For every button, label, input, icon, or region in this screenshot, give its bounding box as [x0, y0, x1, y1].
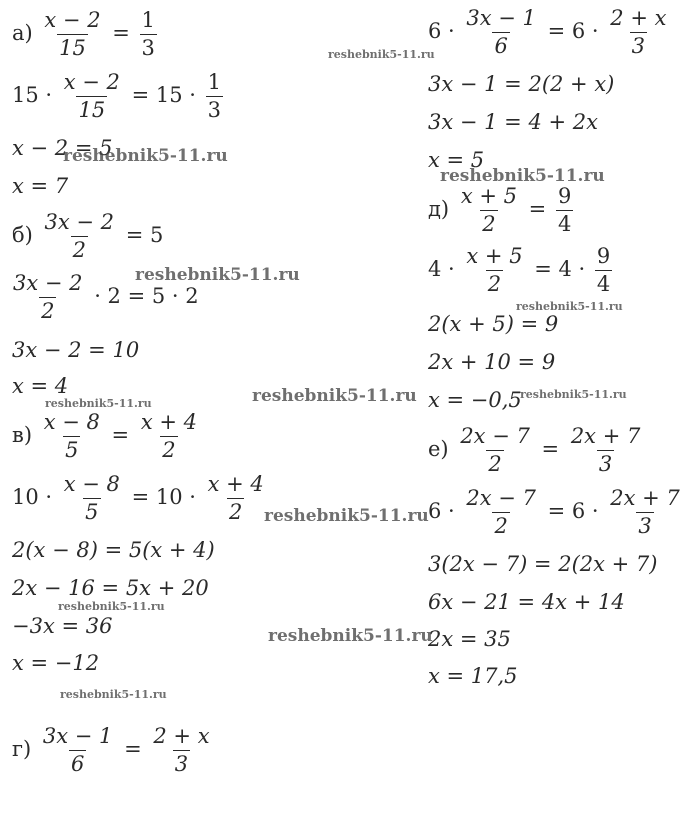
fraction: $\frac{2x + 7}{3}$ — [610, 486, 680, 538]
problem-d-answer: x = −0,5 — [428, 388, 522, 412]
problem-v-step-3: 2x − 16 = 5x + 20 — [12, 576, 209, 600]
problem-v-equation: в) $\frac{x - 8}{5}$ = $\frac{x + 4}{2}$ — [12, 410, 197, 462]
label-g: г) — [12, 737, 32, 761]
problem-g-step-2: 3x − 1 = 2(2 + x) — [428, 72, 615, 96]
label-e: е) — [428, 437, 449, 461]
label-d: д) — [428, 197, 450, 221]
fraction: $\frac{9}{4}$ — [596, 244, 611, 296]
watermark: reshebnik5-11.ru — [328, 48, 435, 61]
label-a: а) — [12, 21, 33, 45]
watermark: reshebnik5-11.ru — [264, 506, 429, 526]
problem-e-equation: е) $\frac{2x - 7}{2}$ = $\frac{2x + 7}{3}$ — [428, 424, 641, 476]
fraction: $\frac{x - 8}{5}$ — [43, 410, 100, 462]
fraction: $\frac{2 + x}{3}$ — [153, 724, 210, 776]
watermark: reshebnik5-11.ru — [252, 386, 417, 406]
watermark: reshebnik5-11.ru — [520, 388, 627, 401]
fraction: $\frac{2x - 7}{2}$ — [466, 486, 536, 538]
label-v: в) — [12, 423, 33, 447]
watermark: reshebnik5-11.ru — [45, 397, 152, 410]
problem-g-step-1: 6 · $\frac{3x - 1}{6}$ = 6 · $\frac{2 + x}{3}$ — [428, 6, 667, 58]
fraction: $\frac{x + 4}{2}$ — [140, 410, 197, 462]
problem-d-step-1: 4 · $\frac{x + 5}{2}$ = 4 · $\frac{9}{4}$ — [428, 244, 611, 296]
problem-b-equation: б) $\frac{3x - 2}{2}$ = 5 — [12, 210, 164, 262]
fraction: $\frac{x + 5}{2}$ — [466, 244, 523, 296]
problem-v-answer: x = −12 — [12, 651, 100, 675]
fraction: $\frac{x + 4}{2}$ — [207, 472, 264, 524]
problem-e-step-2: 3(2x − 7) = 2(2x + 7) — [428, 552, 658, 576]
fraction: $\frac{2x + 7}{3}$ — [570, 424, 641, 476]
problem-v-step-1: 10 · $\frac{x - 8}{5}$ = 10 · $\frac{x + 4}{2}$ — [12, 472, 264, 524]
problem-v-step-2: 2(x − 8) = 5(x + 4) — [12, 538, 215, 562]
label-b: б) — [12, 223, 33, 247]
problem-a-step-2: x − 2 = 5 — [12, 136, 113, 160]
fraction: $\frac{x - 8}{5}$ — [63, 472, 120, 524]
watermark: reshebnik5-11.ru — [58, 600, 165, 613]
problem-a-equation: а) $\frac{x - 2}{15}$ = $\frac{1}{3}$ — [12, 8, 155, 60]
fraction: $\frac{x - 2}{15}$ — [63, 70, 120, 122]
fraction: $\frac{3x - 1}{6}$ — [42, 724, 113, 776]
fraction: $\frac{3x - 1}{6}$ — [466, 6, 536, 58]
problem-a-step-1: 15 · $\frac{x - 2}{15}$ = 15 · $\frac{1}{3}$ — [12, 70, 222, 122]
fraction: $\frac{2 + x}{3}$ — [610, 6, 667, 58]
fraction: $\frac{1}{3}$ — [207, 70, 222, 122]
problem-g-step-3: 3x − 1 = 4 + 2x — [428, 110, 598, 134]
problem-a-answer: x = 7 — [12, 174, 69, 198]
problem-b-step-1: $\frac{3x - 2}{2}$ · 2 = 5 · 2 — [13, 271, 199, 323]
watermark: reshebnik5-11.ru — [135, 265, 300, 285]
watermark: reshebnik5-11.ru — [268, 626, 433, 646]
fraction: $\frac{1}{3}$ — [141, 8, 155, 60]
watermark: reshebnik5-11.ru — [63, 146, 228, 166]
fraction: $\frac{3x - 2}{2}$ — [44, 210, 115, 262]
fraction: $\frac{3x - 2}{2}$ — [13, 271, 83, 323]
watermark: reshebnik5-11.ru — [440, 166, 605, 186]
fraction: $\frac{9}{4}$ — [557, 184, 572, 236]
problem-v-step-4: −3x = 36 — [12, 614, 113, 638]
fraction: $\frac{2x - 7}{2}$ — [460, 424, 530, 476]
watermark: reshebnik5-11.ru — [60, 688, 167, 701]
problem-d-equation: д) $\frac{x + 5}{2}$ = $\frac{9}{4}$ — [428, 184, 572, 236]
problem-d-step-3: 2x + 10 = 9 — [428, 350, 556, 374]
problem-g-answer: x = 5 — [428, 148, 485, 172]
problem-b-step-2: 3x − 2 = 10 — [12, 338, 140, 362]
problem-b-answer: x = 4 — [12, 374, 69, 398]
problem-e-step-1: 6 · $\frac{2x - 7}{2}$ = 6 · $\frac{2x + 7}{3}$ — [428, 486, 680, 538]
fraction: $\frac{x - 2}{15}$ — [44, 8, 101, 60]
problem-g-equation: г) $\frac{3x - 1}{6}$ = $\frac{2 + x}{3}$ — [12, 724, 210, 776]
problem-d-step-2: 2(x + 5) = 9 — [428, 312, 559, 336]
watermark: reshebnik5-11.ru — [516, 300, 623, 313]
problem-e-step-4: 2x = 35 — [428, 627, 511, 651]
problem-e-answer: x = 17,5 — [428, 664, 518, 688]
fraction: $\frac{x + 5}{2}$ — [460, 184, 517, 236]
problem-e-step-3: 6x − 21 = 4x + 14 — [428, 590, 625, 614]
